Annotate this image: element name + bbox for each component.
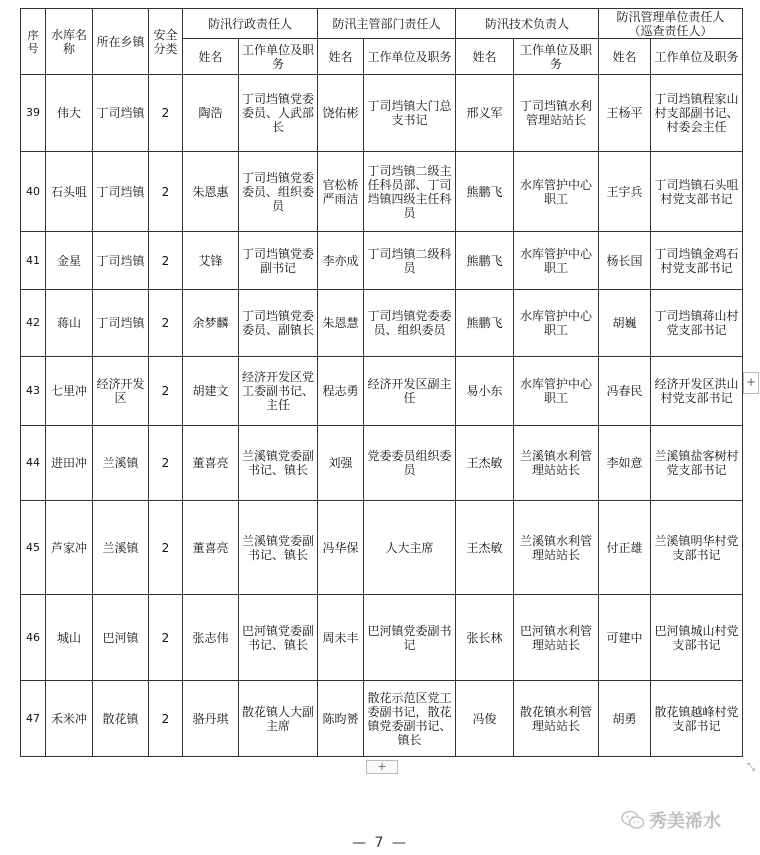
cell-mgmt-name: 王杨平 (599, 75, 651, 152)
table-row (21, 595, 743, 681)
cell-no: 41 (21, 232, 46, 290)
cell-dept-name: 李亦成 (318, 232, 364, 290)
cell-no: 47 (21, 681, 46, 757)
cell-town: 丁司垱镇 (93, 290, 149, 357)
cell-admin-unit: 经济开发区党工委副书记、主任 (239, 357, 318, 426)
cell-tech-unit: 散花镇水利管理站站长 (514, 681, 599, 757)
cell-reservoir: 禾米冲 (46, 681, 93, 757)
cell-dept-name: 程志勇 (318, 357, 364, 426)
cell-safety: 2 (149, 595, 183, 681)
cell-tech-name: 冯俊 (456, 681, 514, 757)
cell-mgmt-unit: 巴河镇城山村党支部书记 (651, 595, 743, 681)
cell-dept-name: 冯华保 (318, 501, 364, 595)
group-header-mgmt (599, 9, 743, 39)
cell-tech-unit: 水库管护中心职工 (514, 152, 599, 232)
flood-responsibility-table (20, 8, 743, 757)
cell-admin-unit: 丁司垱镇党委委员、组织委员 (239, 152, 318, 232)
cell-mgmt-unit: 丁司垱镇蒋山村党支部书记 (651, 290, 743, 357)
col-header-town: 所在乡镇 (93, 9, 149, 75)
table-row (21, 357, 743, 426)
cell-admin-unit: 丁司垱镇党委委员、人武部长 (239, 75, 318, 152)
cell-admin-name: 董喜亮 (183, 426, 239, 501)
cell-dept-name: 官松桥 严雨洁 (318, 152, 364, 232)
cell-mgmt-unit: 兰溪镇盐客树村党支部书记 (651, 426, 743, 501)
cell-mgmt-name: 冯春民 (599, 357, 651, 426)
watermark (621, 808, 721, 832)
sub-header-unit: 工作单位及职务 (651, 39, 743, 75)
cell-dept-unit: 丁司垱镇党委委员、组织委员 (364, 290, 456, 357)
document-table-wrapper (20, 8, 742, 757)
cell-dept-name: 朱恩慧 (318, 290, 364, 357)
group-header-dept: 防汛主管部门责任人 (318, 9, 456, 39)
cell-reservoir: 芦家冲 (46, 501, 93, 595)
cell-admin-unit: 兰溪镇党委副书记、镇长 (239, 426, 318, 501)
cell-town: 兰溪镇 (93, 426, 149, 501)
watermark-text: 秀美浠水 (649, 811, 721, 832)
cell-tech-name: 熊鹏飞 (456, 152, 514, 232)
cell-tech-name: 王杰敏 (456, 426, 514, 501)
cell-town: 丁司垱镇 (93, 232, 149, 290)
cell-mgmt-name: 胡巍 (599, 290, 651, 357)
cell-admin-name: 余梦麟 (183, 290, 239, 357)
cell-dept-unit: 经济开发区副主任 (364, 357, 456, 426)
cell-reservoir: 蒋山 (46, 290, 93, 357)
add-column-button[interactable]: + (743, 372, 759, 394)
cell-safety: 2 (149, 75, 183, 152)
cell-dept-name: 陈昀赟 (318, 681, 364, 757)
group-header-admin: 防汛行政责任人 (183, 9, 318, 39)
cell-town: 散花镇 (93, 681, 149, 757)
cell-mgmt-name: 李如意 (599, 426, 651, 501)
cell-dept-unit: 丁司垱镇大门总支书记 (364, 75, 456, 152)
cell-mgmt-unit: 兰溪镇明华村党支部书记 (651, 501, 743, 595)
cell-no: 40 (21, 152, 46, 232)
cell-tech-unit: 巴河镇水利管理站站长 (514, 595, 599, 681)
cell-tech-unit: 兰溪镇水利管理站站长 (514, 426, 599, 501)
page-number: — 7 — (352, 835, 408, 851)
cell-admin-name: 董喜亮 (183, 501, 239, 595)
cell-safety: 2 (149, 357, 183, 426)
cell-town: 经济开发区 (93, 357, 149, 426)
cell-admin-name: 朱恩惠 (183, 152, 239, 232)
cell-dept-name: 饶佑彬 (318, 75, 364, 152)
cell-dept-unit: 丁司垱镇二级科员 (364, 232, 456, 290)
sub-header-name: 姓名 (183, 39, 239, 75)
cell-admin-unit: 兰溪镇党委副书记、镇长 (239, 501, 318, 595)
cell-dept-unit: 党委委员组织委员 (364, 426, 456, 501)
sub-header-name: 姓名 (456, 39, 514, 75)
cell-reservoir: 金星 (46, 232, 93, 290)
cell-tech-name: 熊鹏飞 (456, 290, 514, 357)
cell-safety: 2 (149, 501, 183, 595)
sub-header-unit: 工作单位及职务 (364, 39, 456, 75)
cell-dept-unit: 丁司垱镇二级主任科员部、丁司垱镇四级主任科员 (364, 152, 456, 232)
cell-mgmt-name: 王宇兵 (599, 152, 651, 232)
cell-admin-unit: 丁司垱镇党委副书记 (239, 232, 318, 290)
wechat-icon (621, 809, 645, 831)
cell-dept-name: 周未丰 (318, 595, 364, 681)
cell-safety: 2 (149, 152, 183, 232)
cell-mgmt-unit: 丁司垱镇程家山村支部副书记、村委会主任 (651, 75, 743, 152)
cell-admin-name: 胡建文 (183, 357, 239, 426)
cell-dept-unit: 巴河镇党委副书记 (364, 595, 456, 681)
table-row (21, 426, 743, 501)
cell-safety: 2 (149, 290, 183, 357)
cell-tech-unit: 水库管护中心职工 (514, 232, 599, 290)
group-header-mgmt-line2: （巡查责任人） (628, 23, 713, 38)
cell-dept-unit: 散花示范区党工委副书记，散花镇党委副书记、镇长 (364, 681, 456, 757)
cell-tech-name: 易小东 (456, 357, 514, 426)
table-body (21, 75, 743, 757)
col-header-safety: 安全分类 (149, 9, 183, 75)
table-row (21, 152, 743, 232)
cell-safety: 2 (149, 426, 183, 501)
cell-mgmt-unit: 丁司垱镇石头咀村党支部书记 (651, 152, 743, 232)
table-row (21, 232, 743, 290)
col-header-no: 序号 (21, 9, 46, 75)
cell-mgmt-unit: 散花镇越峰村党支部书记 (651, 681, 743, 757)
cell-admin-name: 张志伟 (183, 595, 239, 681)
table-row (21, 501, 743, 595)
cell-safety: 2 (149, 232, 183, 290)
add-row-button[interactable]: + (366, 760, 398, 774)
cell-mgmt-name: 可建中 (599, 595, 651, 681)
cell-admin-name: 骆丹琪 (183, 681, 239, 757)
cell-town: 巴河镇 (93, 595, 149, 681)
cell-mgmt-name: 杨长国 (599, 232, 651, 290)
cell-reservoir: 石头咀 (46, 152, 93, 232)
cell-no: 39 (21, 75, 46, 152)
cell-reservoir: 城山 (46, 595, 93, 681)
table-resize-handle-icon[interactable]: ⤡ (747, 762, 755, 773)
cell-tech-unit: 丁司垱镇水利管理站站长 (514, 75, 599, 152)
cell-reservoir: 进田冲 (46, 426, 93, 501)
cell-admin-unit: 巴河镇党委副书记、镇长 (239, 595, 318, 681)
group-header-tech: 防汛技术负责人 (456, 9, 599, 39)
cell-town: 丁司垱镇 (93, 75, 149, 152)
cell-no: 45 (21, 501, 46, 595)
cell-tech-name: 熊鹏飞 (456, 232, 514, 290)
cell-admin-unit: 散花镇人大副主席 (239, 681, 318, 757)
table-row (21, 681, 743, 757)
cell-no: 43 (21, 357, 46, 426)
table-row (21, 290, 743, 357)
cell-admin-name: 艾锋 (183, 232, 239, 290)
sub-header-name: 姓名 (599, 39, 651, 75)
cell-tech-name: 张长林 (456, 595, 514, 681)
cell-reservoir: 伟大 (46, 75, 93, 152)
cell-tech-name: 王杰敏 (456, 501, 514, 595)
cell-tech-name: 邢义军 (456, 75, 514, 152)
cell-admin-unit: 丁司垱镇党委委员、副镇长 (239, 290, 318, 357)
cell-town: 丁司垱镇 (93, 152, 149, 232)
cell-admin-name: 陶浩 (183, 75, 239, 152)
cell-mgmt-name: 胡勇 (599, 681, 651, 757)
col-header-reservoir: 水库名称 (46, 9, 93, 75)
cell-mgmt-unit: 丁司垱镇金鸡石村党支部书记 (651, 232, 743, 290)
cell-dept-name: 刘强 (318, 426, 364, 501)
sub-header-unit: 工作单位及职务 (239, 39, 318, 75)
cell-tech-unit: 水库管护中心职工 (514, 357, 599, 426)
cell-mgmt-name: 付正雄 (599, 501, 651, 595)
sub-header-unit: 工作单位及职务 (514, 39, 599, 75)
sub-header-name: 姓名 (318, 39, 364, 75)
cell-dept-unit: 人大主席 (364, 501, 456, 595)
cell-no: 46 (21, 595, 46, 681)
cell-tech-unit: 水库管护中心职工 (514, 290, 599, 357)
cell-mgmt-unit: 经济开发区洪山村党支部书记 (651, 357, 743, 426)
cell-no: 44 (21, 426, 46, 501)
cell-town: 兰溪镇 (93, 501, 149, 595)
cell-no: 42 (21, 290, 46, 357)
group-header-mgmt-line1: 防汛管理单位责任人 (616, 9, 725, 24)
cell-safety: 2 (149, 681, 183, 757)
table-row (21, 75, 743, 152)
cell-reservoir: 七里冲 (46, 357, 93, 426)
cell-tech-unit: 兰溪镇水利管理站站长 (514, 501, 599, 595)
